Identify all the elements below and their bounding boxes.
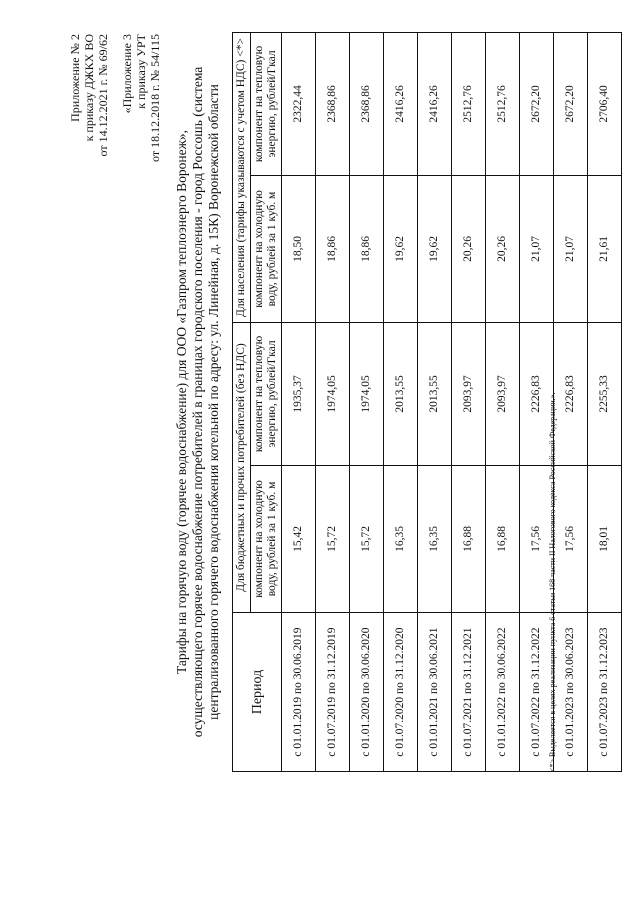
- cell-population-cold: 21,61: [588, 175, 622, 322]
- title-line-1: Тарифы на горячую воду (горячее водоснабжение) для ООО «Газпром теплоэнерго Воронеж»,: [174, 129, 189, 675]
- cell-budget-heat: 2093,97: [486, 323, 520, 466]
- cell-budget-cold: 17,56: [520, 465, 554, 612]
- cell-population-heat: 2368,86: [350, 33, 384, 176]
- cell-population-cold: 19,62: [384, 175, 418, 322]
- title-line-3: централизованного горячего водоснабжения котельной по адресу: ул. Линейная, д. 15К) Воронежской области: [206, 84, 221, 720]
- cell-budget-cold: 15,42: [282, 465, 316, 612]
- cell-budget-cold: 15,72: [316, 465, 350, 612]
- cell-population-heat: 2672,20: [554, 33, 588, 176]
- header-budget-consumers: Для бюджетных и прочих потребителей (без НДС): [233, 323, 251, 613]
- cell-population-cold: 21,07: [554, 175, 588, 322]
- appendix-number: Приложение № 2: [68, 34, 82, 122]
- cell-budget-heat: 1935,37: [282, 323, 316, 466]
- header-period: Период: [233, 613, 282, 772]
- cell-budget-heat: 2226,83: [520, 323, 554, 466]
- cell-population-heat: 2322,44: [282, 33, 316, 176]
- cell-population-cold: 20,26: [452, 175, 486, 322]
- cell-population-cold: 21,07: [520, 175, 554, 322]
- order-ref: к приказу ДЖКХ ВО: [82, 34, 96, 142]
- document-title: [174, 32, 222, 772]
- appendix-number-prev: «Приложение 3: [120, 34, 134, 114]
- tariff-table: [232, 32, 622, 772]
- cell-period: с 01.01.2022 по 30.06.2022: [486, 613, 520, 772]
- cell-budget-heat: 2255,33: [588, 323, 622, 466]
- table-row: [316, 33, 350, 772]
- cell-budget-cold: 15,72: [350, 465, 384, 612]
- header-population-heat: компонент на тепловую энергию, рублей/Гкал: [251, 33, 282, 176]
- header-budget-cold: компонент на холодную воду, рублей за 1 куб. м: [251, 465, 282, 612]
- cell-budget-cold: 16,35: [418, 465, 452, 612]
- order-ref-prev: к приказу УРТ: [134, 34, 148, 109]
- cell-period: с 01.01.2023 по 30.06.2023: [554, 613, 588, 772]
- cell-budget-heat: 2226,83: [554, 323, 588, 466]
- cell-budget-cold: 16,88: [486, 465, 520, 612]
- cell-period: с 01.07.2023 по 31.12.2023: [588, 613, 622, 772]
- table-row: [350, 33, 384, 772]
- header-population-cold: компонент на холодную воду, рублей за 1 куб. м: [251, 175, 282, 322]
- appendix-header-current: [68, 34, 110, 156]
- cell-budget-cold: 18,01: [588, 465, 622, 612]
- cell-population-heat: 2706,40: [588, 33, 622, 176]
- cell-period: с 01.01.2021 по 30.06.2021: [418, 613, 452, 772]
- cell-period: с 01.01.2020 по 30.06.2020: [350, 613, 384, 772]
- title-line-2: осуществляющего горячее водоснабжение потребителей в границах городского поселения - город Россошь (система: [190, 66, 205, 738]
- cell-budget-heat: 1974,05: [350, 323, 384, 466]
- header-budget-heat: компонент на тепловую энергию, рублей/Гкал: [251, 323, 282, 466]
- table-row: [486, 33, 520, 772]
- cell-population-cold: 19,62: [418, 175, 452, 322]
- cell-population-cold: 20,26: [486, 175, 520, 322]
- cell-period: с 01.07.2019 по 31.12.2019: [316, 613, 350, 772]
- cell-budget-cold: 16,35: [384, 465, 418, 612]
- appendix-header-previous: [120, 34, 162, 162]
- cell-budget-cold: 17,56: [554, 465, 588, 612]
- table-row: [588, 33, 622, 772]
- table-row: [418, 33, 452, 772]
- cell-population-cold: 18,50: [282, 175, 316, 322]
- cell-population-heat: 2512,76: [452, 33, 486, 176]
- footnote: <*> Выделяется в целях реализации пункта 6 статьи 168 части II Налогового кодекса Российской Федерации.».: [548, 392, 557, 772]
- cell-population-heat: 2416,26: [418, 33, 452, 176]
- cell-population-cold: 18,86: [316, 175, 350, 322]
- rotated-page: [60, 12, 610, 892]
- table-row: [554, 33, 588, 772]
- cell-budget-heat: 2013,55: [418, 323, 452, 466]
- cell-population-heat: 2672,20: [520, 33, 554, 176]
- cell-population-heat: 2416,26: [384, 33, 418, 176]
- cell-period: с 01.07.2020 по 31.12.2020: [384, 613, 418, 772]
- order-date-prev: от 18.12.2018 г. № 54/115: [148, 34, 162, 162]
- table-row: [452, 33, 486, 772]
- order-date: от 14.12.2021 г. № 69/62: [96, 34, 110, 157]
- cell-budget-heat: 2013,55: [384, 323, 418, 466]
- table-row: [384, 33, 418, 772]
- table-row: [282, 33, 316, 772]
- cell-period: с 01.07.2022 по 31.12.2022: [520, 613, 554, 772]
- cell-period: с 01.01.2019 по 30.06.2019: [282, 613, 316, 772]
- header-population: Для населения (тарифы указываются с учетом НДС) <*>: [233, 33, 251, 323]
- cell-population-cold: 18,86: [350, 175, 384, 322]
- cell-period: с 01.07.2021 по 31.12.2021: [452, 613, 486, 772]
- cell-budget-cold: 16,88: [452, 465, 486, 612]
- cell-population-heat: 2368,86: [316, 33, 350, 176]
- cell-budget-heat: 2093,97: [452, 323, 486, 466]
- cell-budget-heat: 1974,05: [316, 323, 350, 466]
- cell-population-heat: 2512,76: [486, 33, 520, 176]
